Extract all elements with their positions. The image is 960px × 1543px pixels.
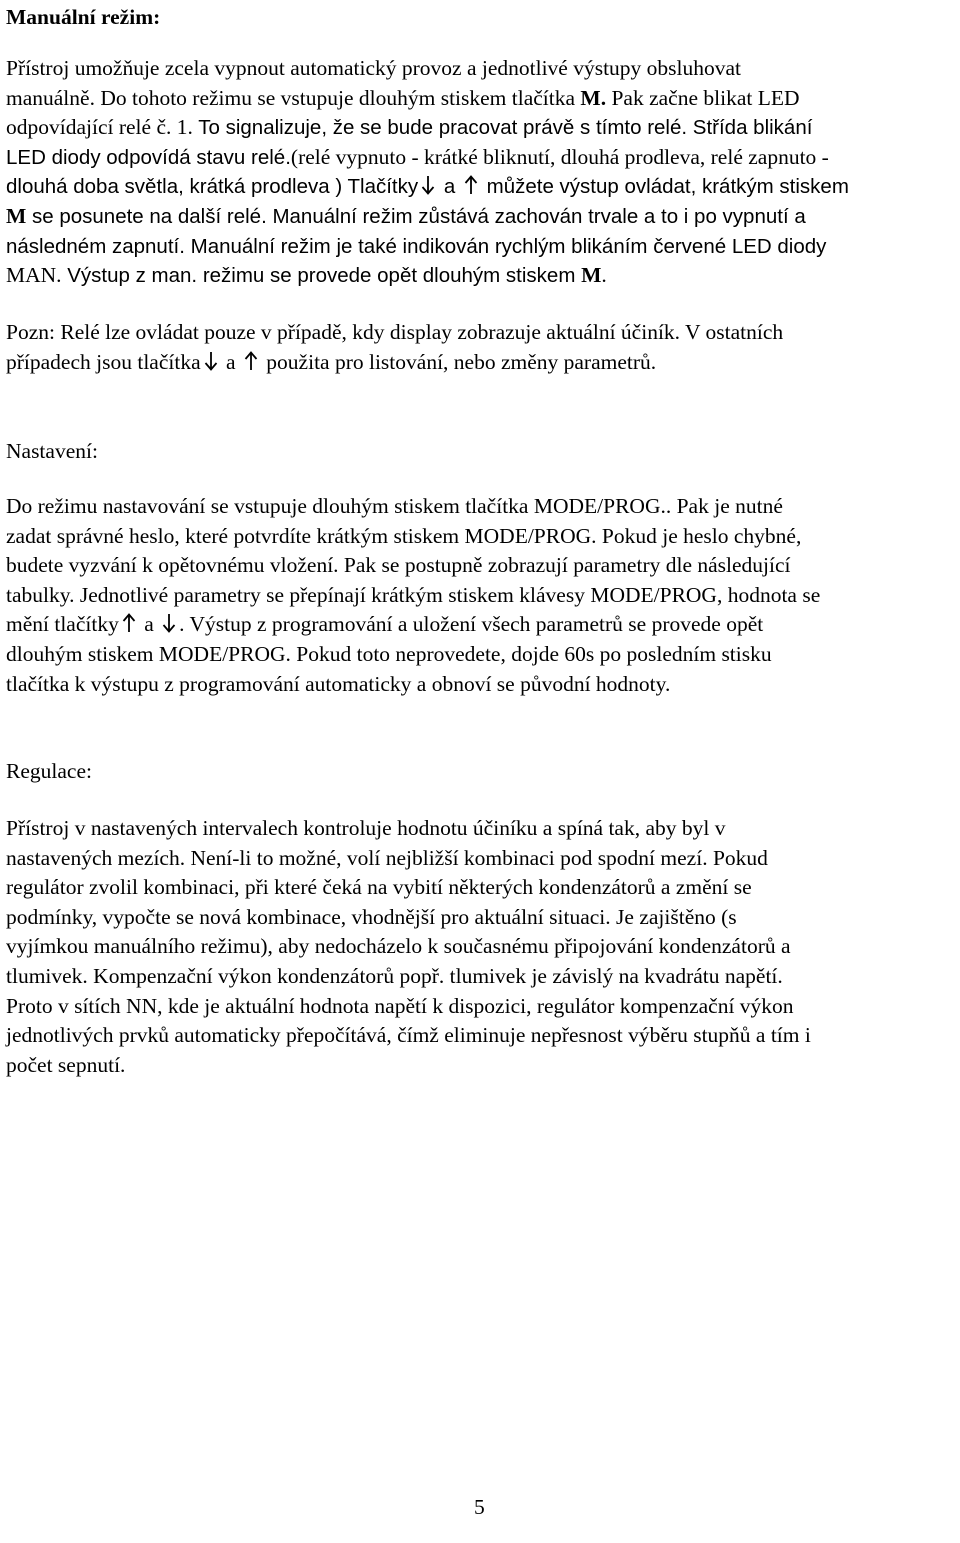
text-span: . [601, 263, 607, 288]
arrow-down-icon [421, 175, 435, 195]
arrow-up-icon [122, 613, 136, 633]
regulation-paragraph [6, 814, 960, 1080]
text-line [6, 202, 960, 232]
arrow-down-icon [204, 351, 218, 371]
text-line [6, 143, 960, 173]
text-span: dlouhá doba světla, krátká prodleva ) Tlačítky [6, 175, 419, 199]
text-line: počet sepnutí. [6, 1052, 126, 1077]
section-heading-settings: Nastavení: [6, 439, 98, 463]
text-line: tabulky. Jednotlivé parametry se přepínají krátkým stiskem klávesy MODE/PROG, hodnota se [6, 582, 821, 607]
text-line: jednotlivých prvků automaticky přepočítává, čímž eliminuje nepřesnost výběru stupňů a tím i [6, 1023, 811, 1048]
text-span: Pak začne blikat LED [606, 85, 800, 110]
section-heading-manual: Manuální režim: [6, 5, 161, 29]
section-heading-regulation: Regulace: [6, 759, 92, 783]
text-span: To signalizuje, že se bude pracovat právě s tímto relé. Střída blikání [198, 116, 813, 140]
text-span: odpovídající relé č. 1. [6, 115, 199, 140]
text-span: použita pro listování, nebo změny parametrů. [260, 349, 657, 374]
text-line: Přístroj umožňuje zcela vypnout automatický provoz a jednotlivé výstupy obsluhovat [6, 56, 742, 80]
text-span: LED diody odpovídá stavu relé. [6, 145, 291, 169]
text-line: Pozn: Relé lze ovládat pouze v případě, kdy display zobrazuje aktuální účiník. V ostatních [6, 320, 784, 344]
text-line: následném zapnutí. Manuální režim je také indikován rychlým blikáním červené LED diody [6, 234, 827, 258]
text-line: Do režimu nastavování se vstupuje dlouhým stiskem tlačítka MODE/PROG.. Pak je nutné [6, 494, 783, 518]
text-span: se posunete na další relé. Manuální režim zůstává zachován trvale a to i po vypnutí a [26, 204, 806, 228]
text-line: zadat správné heslo, které potvrdíte krátkým stiskem MODE/PROG. Pokud je heslo chybné, [6, 523, 802, 548]
text-span: mění tlačítky [6, 612, 119, 637]
key-m-bold: M [581, 263, 602, 288]
text-line: vyjímkou manuálního režimu), aby nedocházelo k současnému připojování kondenzátorů a [6, 934, 791, 959]
text-line [6, 172, 960, 202]
text-line [6, 610, 960, 640]
text-line: Proto v sítích NN, kde je aktuální hodnota napětí k dispozici, regulátor kompenzační výkon [6, 993, 794, 1018]
text-span: Výstup z man. režimu se provede opět dlouhým stiskem [61, 264, 582, 288]
arrow-down-icon [162, 613, 176, 633]
arrow-up-icon [244, 351, 258, 371]
settings-paragraph [6, 492, 960, 699]
text-span: . Výstup z programování a uložení všech parametrů se provede opět [179, 612, 764, 637]
text-line: Přístroj v nastavených intervalech kontroluje hodnotu účiníku a spíná tak, aby byl v [6, 816, 726, 840]
text-line [6, 348, 960, 378]
text-span: případech jsou tlačítka [6, 349, 201, 374]
text-span: (relé vypnuto - krátké bliknutí, dlouhá prodleva, relé zapnuto - [290, 144, 829, 169]
manual-paragraph-1 [6, 54, 960, 291]
text-span: můžete výstup ovládat, krátkým stiskem [480, 175, 849, 199]
text-span: a [220, 349, 241, 374]
arrow-up-icon [464, 175, 478, 195]
text-line: tlačítka k výstupu z programování automaticky a obnoví se původní hodnoty. [6, 671, 671, 696]
text-line: regulátor zvolil kombinaci, při které čeká na vybití některých kondenzátorů a změní se [6, 875, 752, 900]
text-line: tlumivek. Kompenzační výkon kondenzátorů popř. tlumivek je závislý na kvadrátu napětí. [6, 963, 783, 988]
text-line [6, 113, 960, 143]
text-line [6, 261, 960, 291]
text-span: a [438, 175, 461, 199]
text-line: podmínky, vypočte se nová kombinace, vhodnější pro aktuální situaci. Je zajištěno (s [6, 904, 737, 929]
text-line: nastavených mezích. Není-li to možné, volí nejbližší kombinaci pod spodní mezí. Pokud [6, 845, 768, 870]
text-line [6, 84, 960, 114]
text-line: dlouhým stiskem MODE/PROG. Pokud toto neprovedete, dojde 60s po posledním stisku [6, 641, 772, 666]
text-span: manuálně. Do tohoto režimu se vstupuje dlouhým stiskem tlačítka [6, 85, 581, 110]
key-m-bold: M [6, 203, 27, 228]
page-number: 5 [474, 1495, 485, 1519]
key-m-bold: M. [580, 85, 607, 110]
text-line: budete vyzvání k opětovnému vložení. Pak se postupně zobrazují parametry dle následující [6, 553, 791, 578]
text-span: MAN. [6, 263, 62, 288]
manual-paragraph-2 [6, 318, 960, 377]
text-span: a [138, 612, 160, 637]
